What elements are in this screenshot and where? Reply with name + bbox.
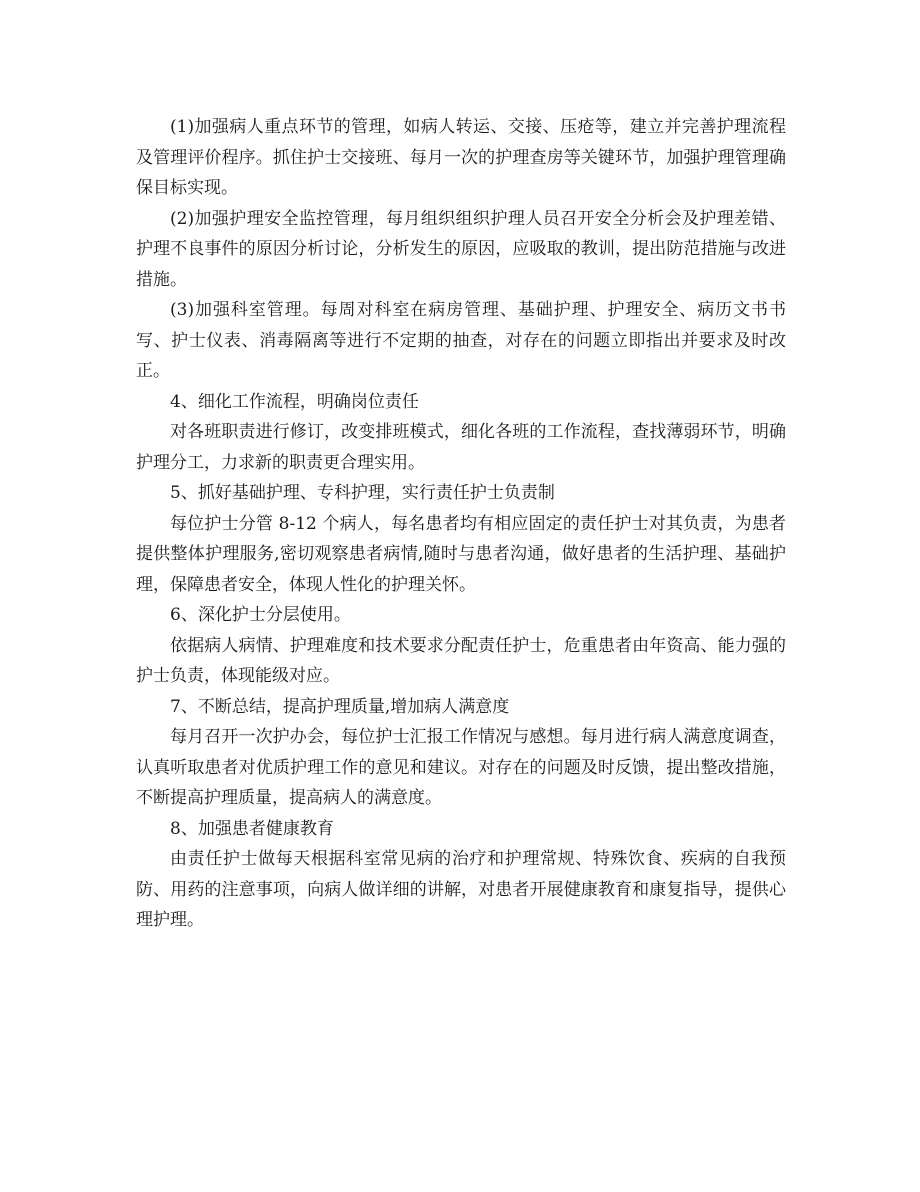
paragraph-8: 由责任护士做每天根据科室常见病的治疗和护理常规、特殊饮食、疾病的自我预防、用药的注意事项，向病人做详细的讲解，对患者开展健康教育和康复指导，提供心理护理。 [136, 849, 786, 930]
section-heading-4: 4、细化工作流程，明确岗位责任 [170, 391, 419, 412]
paragraph-7: 每月召开一次护办会，每位护士汇报工作情况与感想。每月进行病人满意度调查，认真听取患者对优质护理工作的意见和建议。对存在的问题及时反馈，提出整改措施，不断提高护理质量，提高病人的满意度。 [136, 727, 786, 808]
section-heading-5: 5、抓好基础护理、专科护理，实行责任护士负责制 [170, 483, 555, 503]
document-body [136, 112, 786, 936]
paragraph-3: (3)加强科室管理。每周对科室在病房管理、基础护理、护理安全、病历文书书写、护士仪表、消毒隔离等进行不定期的抽查，对存在的问题立即指出并要求及时改正。 [136, 300, 786, 381]
section-heading-8: 8、加强患者健康教育 [170, 818, 334, 839]
section-heading-6: 6、深化护士分层使用。 [170, 605, 351, 625]
section-heading-7: 7、不断总结，提高护理质量,增加病人满意度 [170, 696, 510, 717]
paragraph-6: 依据病人病情、护理难度和技术要求分配责任护士，危重患者由年资高、能力强的护士负责，体现能级对应。 [136, 635, 786, 686]
paragraph-5: 每位护士分管 8-12 个病人，每名患者均有相应固定的责任护士对其负责，为患者提供整体护理服务,密切观察患者病情,随时与患者沟通，做好患者的生活护理、基础护理，保障患者安全，体现人性化的护理关怀。 [136, 513, 786, 595]
paragraph-1: (1)加强病人重点环节的管理，如病人转运、交接、压疮等，建立并完善护理流程及管理评价程序。抓住护士交接班、每月一次的护理查房等关键环节，加强护理管理确保目标实现。 [136, 117, 786, 198]
paragraph-4: 对各班职责进行修订，改变排班模式，细化各班的工作流程，查找薄弱环节，明确护理分工，力求新的职责更合理实用。 [136, 422, 786, 473]
paragraph-2: (2)加强护理安全监控管理，每月组织组织护理人员召开安全分析会及护理差错、护理不良事件的原因分析讨论，分析发生的原因，应吸取的教训，提出防范措施与改进措施。 [136, 208, 786, 290]
